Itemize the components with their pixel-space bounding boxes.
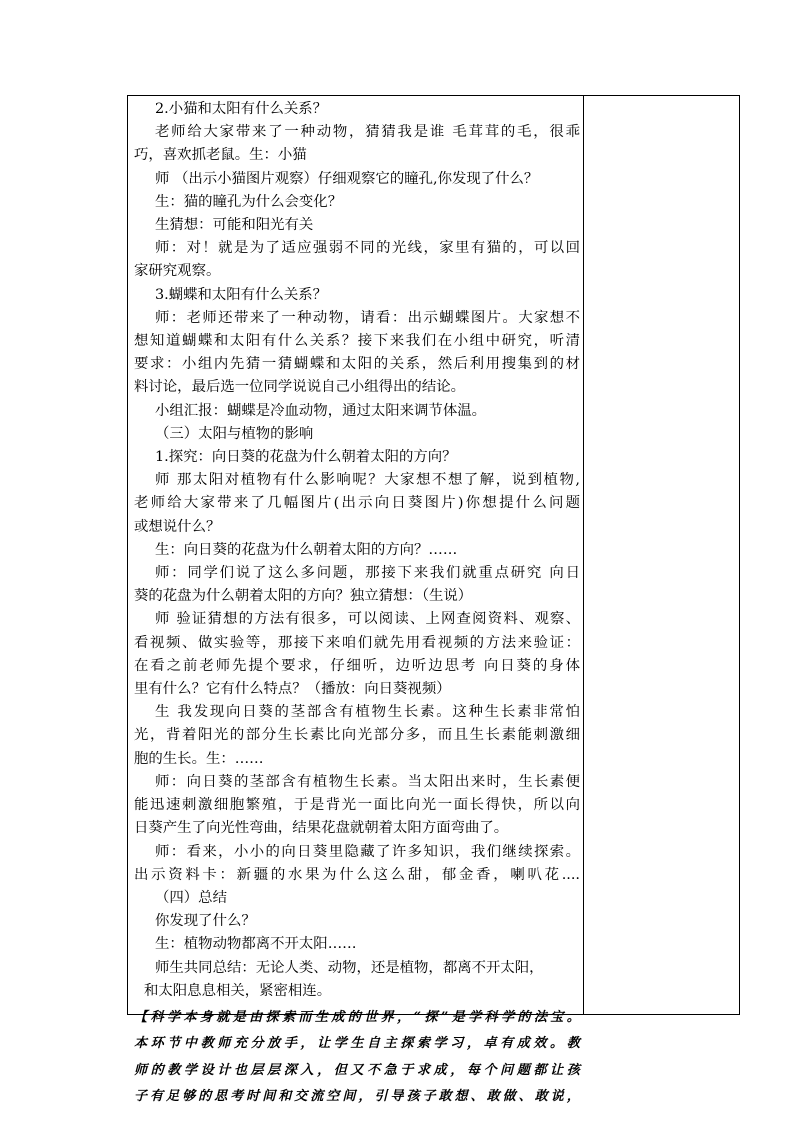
text-line: 师 （出示小猫图片观察）仔细观察它的瞳孔,你发现了什么？ xyxy=(155,170,539,187)
text-line: 师：看来，小小的向日葵里隐藏了许多知识，我们继续探索。 xyxy=(155,843,580,860)
text-line: 巧，喜欢抓老鼠。生：小猫 xyxy=(134,147,307,164)
commentary-line: 子有足够的思考时间和交流空间，引导孩子敢想、敢做、敢说， xyxy=(134,1089,580,1105)
notes-cell xyxy=(584,96,739,1014)
text-line: 师 那太阳对植物有什么影响呢？大家想不想了解，说到植物, xyxy=(155,472,580,489)
text-line: 在看之前老师先提个要求，仔细听，边听边思考 向日葵的身体 xyxy=(134,657,580,674)
lesson-text xyxy=(134,98,580,1003)
text-line: 小组汇报：蝴蝶是冷血动物，通过太阳来调节体温。 xyxy=(155,402,486,419)
text-line: （三）太阳与植物的影响 xyxy=(155,425,314,442)
text-line: 师生共同总结：无论人类、动物，还是植物，都离不开太阳， xyxy=(155,959,544,976)
text-line: （四）总结 xyxy=(155,889,227,906)
text-line: 老师给大家带来了几幅图片(出示向日葵图片)你想提什么问题 xyxy=(134,495,580,512)
text-line: 看视频、做实验等，那接下来咱们就先用看视频的方法来验证： xyxy=(134,634,580,651)
commentary-line: 【科学本身就是由探索而生成的世界，“探”是学科学的法宝。 xyxy=(134,1009,580,1025)
text-line: 生：猫的瞳孔为什么会变化？ xyxy=(155,193,343,210)
text-line: 师：向日葵的茎部含有植物生长素。当太阳出来时，生长素便 xyxy=(155,773,580,790)
text-line: 料讨论，最后选一位同学说说自己小组得出的结论。 xyxy=(134,379,465,396)
text-line: 师：老师还带来了一种动物，请看：出示蝴蝶图片。大家想不 xyxy=(155,309,580,326)
text-line: 3.蝴蝶和太阳有什么关系？ xyxy=(155,286,328,303)
text-line: 2.小猫和太阳有什么关系？ xyxy=(155,101,328,117)
text-line: 家研究观察。 xyxy=(134,263,221,280)
text-line: 光，背着阳光的部分生长素比向光部分多，而且生长素能刺激细 xyxy=(134,727,580,744)
text-line: 你发现了什么？ xyxy=(155,913,256,930)
commentary-line: 本环节中教师充分放手，让学生自主探索学习，卓有成效。教 xyxy=(134,1036,580,1052)
lesson-table xyxy=(127,95,740,1105)
teaching-commentary xyxy=(134,1005,580,1111)
text-line: 胞的生长。生：…… xyxy=(134,750,264,767)
text-line: 里有什么？它有什么特点？（播放：向日葵视频） xyxy=(134,681,451,698)
text-line: 生猜想：可能和阳光有关 xyxy=(155,217,314,234)
text-line: 生：向日葵的花盘为什么朝着太阳的方向？…… xyxy=(155,541,458,558)
text-line: 师 验证猜想的方法有很多，可以阅读、上网查阅资料、观察、 xyxy=(155,611,580,628)
text-line: 日葵产生了向光性弯曲，结果花盘就朝着太阳方面弯曲了。 xyxy=(134,820,509,837)
text-line: 师：同学们说了这么多问题，那接下来我们就重点研究 向日 xyxy=(155,565,580,582)
text-line: 生 我发现向日葵的茎部含有植物生长素。这种生长素非常怕 xyxy=(155,704,580,721)
text-line: 想知道蝴蝶和太阳有什么关系？接下来我们在小组中研究，听清 xyxy=(134,333,580,350)
text-line: 生：植物动物都离不开太阳…… xyxy=(155,936,357,953)
commentary-line: 师的教学设计也层层深入，但又不急于求成，每个问题都让孩 xyxy=(134,1062,580,1078)
text-line: 或想说什么？ xyxy=(134,518,221,535)
text-line: 出示资料卡：新疆的水果为什么这么甜，郁金香，喇叭花.... xyxy=(134,866,580,883)
text-line: 1.探究：向日葵的花盘为什么朝着太阳的方向？ xyxy=(155,449,457,466)
text-line: 老师给大家带来了一种动物，猜猜我是谁 毛茸茸的毛，很乖 xyxy=(155,124,580,141)
text-line: 能迅速刺激细胞繁殖，于是背光一面比向光一面长得快，所以向 xyxy=(134,797,580,814)
text-line: 要求：小组内先猜一猜蝴蝶和太阳的关系，然后利用搜集到的材 xyxy=(134,356,580,373)
lesson-content-cell xyxy=(134,98,580,1111)
text-line: 和太阳息息相关，紧密相连。 xyxy=(144,982,332,999)
text-line: 葵的花盘为什么朝着太阳的方向？独立猜想：（生说） xyxy=(134,588,473,605)
text-line: 师：对！就是为了适应强弱不同的光线，家里有猫的，可以回 xyxy=(155,240,580,257)
